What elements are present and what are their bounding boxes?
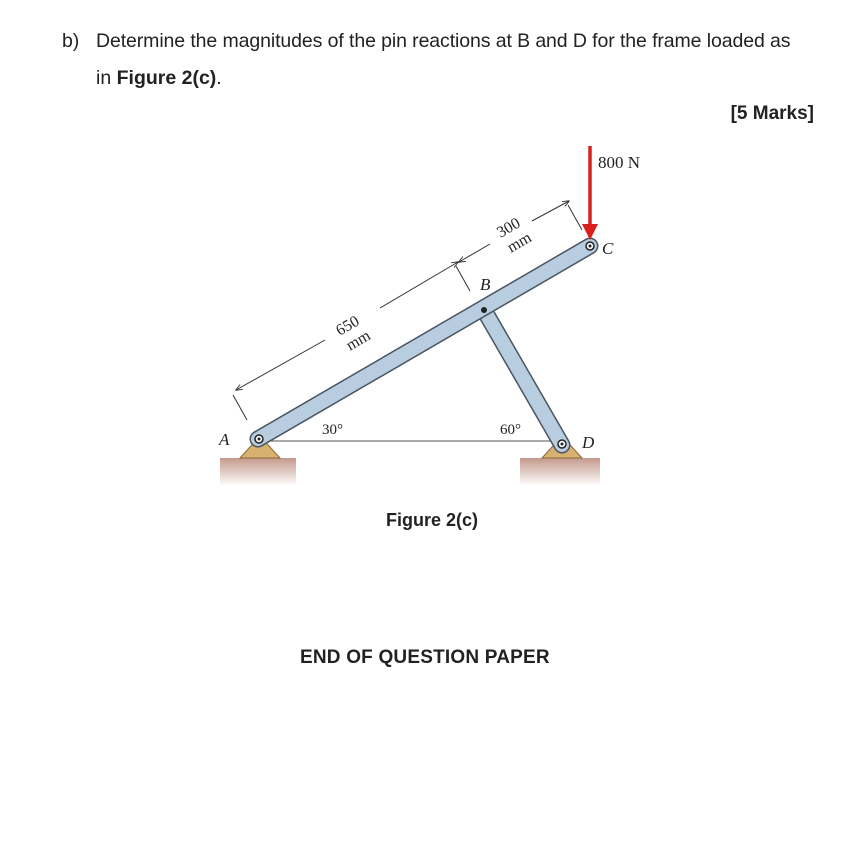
label-angle-a: 30° [322, 422, 343, 438]
question-label: b) [62, 30, 80, 52]
dim-line-bc-lower [459, 244, 490, 262]
question-text-prefix: in [96, 67, 112, 89]
end-of-paper: END OF QUESTION PAPER [300, 647, 550, 668]
dim-line-ab-lower [236, 340, 325, 390]
dim-extension-a [233, 395, 247, 420]
dim-ab-unit: mm [343, 327, 374, 355]
label-point-c: C [602, 239, 614, 258]
dim-label-bc [494, 213, 535, 257]
label-point-b: B [480, 275, 491, 294]
label-load: 800 N [598, 153, 641, 172]
label-angle-d: 60° [500, 422, 521, 438]
pin-b [481, 307, 487, 313]
dim-label-ab [333, 311, 374, 355]
dim-line-ab-upper [380, 262, 458, 308]
pin-c-dot [589, 245, 592, 248]
figure-reference: Figure 2(c) [116, 67, 217, 89]
load-arrow-head [582, 224, 598, 240]
dim-bc-unit: mm [504, 229, 535, 257]
dim-line-bc-upper [532, 201, 569, 221]
dim-ab-value: 650 [333, 312, 363, 340]
ground-a [220, 458, 296, 486]
figure-caption: Figure 2(c) [386, 510, 479, 530]
pin-a-dot [258, 438, 261, 441]
dim-extension-c [568, 205, 582, 230]
ground-d [520, 458, 600, 486]
member-bd-fill [484, 310, 562, 445]
marks-label: [5 Marks] [730, 103, 814, 124]
label-point-a: A [219, 430, 230, 449]
question-text: Determine the magnitudes of the pin reactions at B and D for the frame loaded as [96, 30, 791, 52]
pin-d-dot [561, 443, 564, 446]
label-point-d: D [582, 433, 595, 452]
dim-bc-value: 300 [494, 214, 524, 242]
question-text-suffix: . [216, 67, 222, 89]
dim-extension-b [456, 266, 470, 291]
